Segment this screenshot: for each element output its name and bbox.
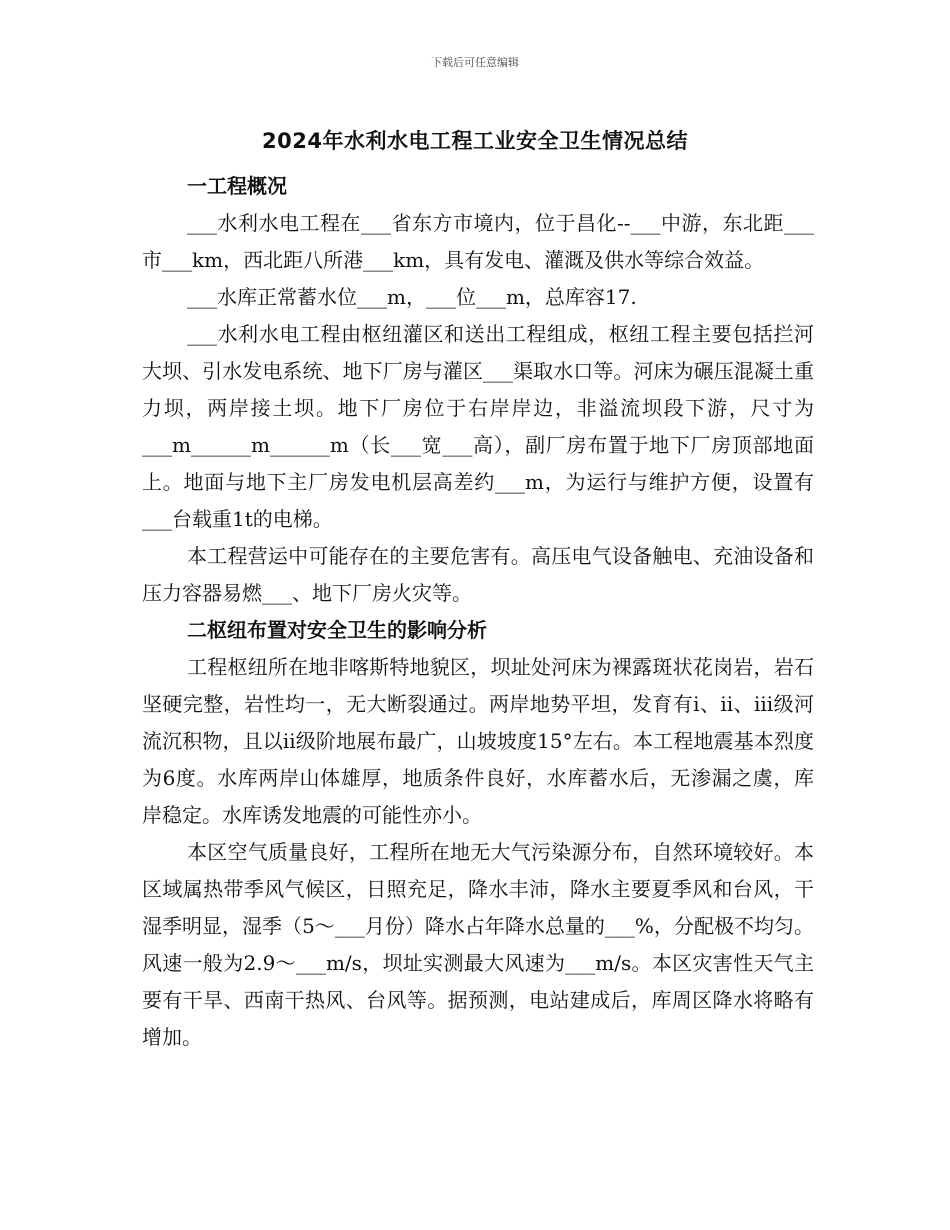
paragraph: 本工程营运中可能存在的主要危害有。高压电气设备触电、充油设备和压力容器易燃___、地下厂房火灾等。 — [142, 544, 814, 605]
document-title: 2024年水利水电工程工业安全卫生情况总结 — [262, 129, 688, 153]
paragraph: ___水库正常蓄水位___m，___位___m，总库容17. — [187, 285, 637, 309]
section-heading-layout-analysis: 二枢纽布置对安全卫生的影响分析 — [187, 618, 487, 642]
paragraph: ___水利水电工程在___省东方市境内，位于昌化--___中游，东北距___市___km，西北距八所港___km，具有发电、灌溉及供水等综合效益。 — [142, 211, 814, 272]
paragraph: ___水利水电工程由枢纽灌区和送出工程组成，枢纽工程主要包括拦河大坝、引水发电系统、地下厂房与灌区___渠取水口等。河床为碾压混凝土重力坝，两岸接土坝。地下厂房位于右岸岸边，非溢流坝段下游，尺寸为___m______m______m（长___宽___高），副厂房布置于地下厂房顶部地面上。地面与地下主厂房发电机层高差约___m，为运行与维护方便，设置有___台载重1t的电梯。 — [142, 322, 814, 531]
page-header-note: 下载后可任意编辑 — [431, 56, 519, 69]
paragraph: 本区空气质量良好，工程所在地无大气污染源分布，自然环境较好。本区域属热带季风气候区，日照充足，降水丰沛，降水主要夏季风和台风，干湿季明显，湿季（5～___月份）降水占年降水总量的___%，分配极不均匀。风速一般为2.9～___m/s，坝址实测最大风速为___m/s。本区灾害性天气主要有干旱、西南干热风、台风等。据预测，电站建成后，库周区降水将略有增加。 — [142, 840, 814, 1049]
document-body — [142, 168, 814, 1056]
paragraph: 工程枢纽所在地非喀斯特地貌区，坝址处河床为裸露斑状花岗岩，岩石坚硬完整，岩性均一，无大断裂通过。两岸地势平坦，发育有i、ii、iii级河流沉积物，且以ii级阶地展布最广，山坡坡度15°左右。本工程地震基本烈度为6度。水库两岸山体雄厚，地质条件良好，水库蓄水后，无渗漏之虞，库岸稳定。水库诱发地震的可能性亦小。 — [142, 655, 814, 827]
section-heading-overview: 一工程概况 — [187, 174, 287, 198]
